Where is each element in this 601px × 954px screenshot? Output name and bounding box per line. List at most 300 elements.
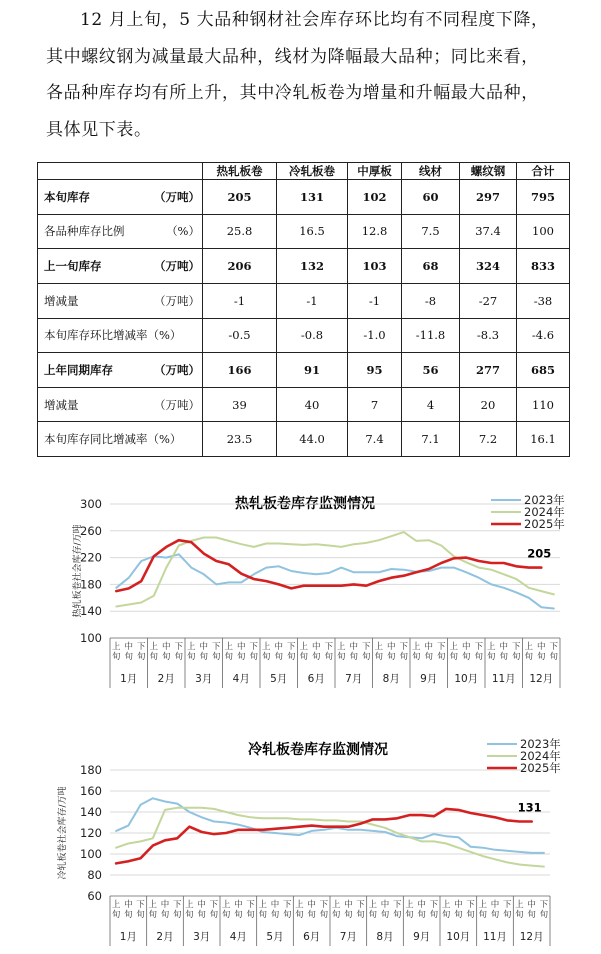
x-period-label	[224, 641, 233, 662]
x-period-char-2: 旬	[211, 652, 221, 662]
x-period-label	[287, 642, 296, 662]
x-period-label	[524, 641, 533, 662]
table-cell: 68	[402, 249, 460, 284]
table-header-cell: 线材	[402, 163, 460, 180]
table-cell: -4.6	[517, 318, 570, 353]
x-period-label	[124, 641, 133, 662]
x-period-char-2: 旬	[186, 652, 196, 662]
table-cell: 56	[402, 353, 460, 388]
x-period-char-2: 旬	[441, 910, 451, 920]
table-cell: 132	[277, 249, 348, 284]
x-period-label	[499, 641, 508, 662]
end-value-label: 131	[517, 800, 542, 815]
x-period-label	[136, 900, 145, 920]
x-period-label	[479, 899, 488, 920]
row-label: 上年同期库存	[44, 362, 113, 377]
row-label: 各品种库存比例	[44, 224, 125, 239]
x-period-char-2: 旬	[185, 910, 194, 920]
row-label-cell	[38, 353, 203, 388]
x-period-char-2: 旬	[524, 652, 534, 662]
x-period-label	[197, 899, 206, 920]
row-label-cell	[38, 180, 203, 215]
x-period-label	[234, 899, 243, 920]
y-tick-label: 180	[80, 763, 102, 777]
x-period-char-2: 旬	[261, 652, 271, 662]
x-period-label	[274, 641, 283, 662]
table-header-cell: 热轧板卷	[203, 163, 277, 180]
x-period-char-2: 旬	[124, 910, 133, 920]
x-period-char-2: 旬	[274, 652, 284, 662]
x-period-char-2: 旬	[386, 652, 396, 662]
x-period-char-1: 上	[449, 642, 459, 652]
x-period-label	[332, 899, 341, 920]
x-period-char-2: 旬	[172, 910, 182, 920]
x-period-char-1: 下	[136, 900, 145, 910]
x-period-label	[362, 642, 371, 662]
x-period-char-2: 旬	[136, 910, 145, 920]
x-period-char-2: 旬	[344, 910, 353, 920]
row-unit: （万吨）	[154, 259, 200, 274]
table-cell: -11.8	[402, 318, 460, 353]
x-period-label	[454, 899, 463, 920]
x-period-char-1: 中	[124, 642, 134, 652]
x-period-label	[462, 641, 471, 662]
hot-rolled-chart-svg	[0, 478, 601, 710]
table-cell: -8.3	[460, 318, 517, 353]
table-cell: 297	[460, 180, 517, 215]
x-period-char-1: 上	[185, 900, 194, 910]
table-row	[38, 249, 570, 284]
table-row	[38, 318, 570, 353]
x-period-label	[259, 899, 268, 920]
x-period-label	[417, 899, 426, 920]
x-period-char-2: 旬	[490, 910, 500, 920]
table-cell: -38	[517, 283, 570, 318]
table-cell: 102	[348, 180, 402, 215]
table-row	[38, 180, 570, 215]
month-label: 12月	[529, 673, 554, 685]
x-period-char-2: 旬	[380, 910, 390, 920]
x-period-char-2: 旬	[499, 652, 509, 662]
x-period-char-2: 旬	[374, 652, 384, 662]
legend-label: 2023年	[524, 493, 565, 507]
x-period-char-2: 旬	[424, 652, 434, 662]
month-label: 1月	[119, 931, 137, 943]
row-label: 增减量	[44, 397, 79, 412]
x-period-char-2: 旬	[111, 910, 121, 920]
x-period-label	[387, 641, 396, 662]
x-period-char-1: 中	[234, 900, 243, 910]
x-period-char-1: 中	[386, 642, 396, 652]
x-period-label	[149, 899, 158, 920]
x-period-char-2: 旬	[149, 652, 159, 662]
month-label: 1月	[120, 673, 138, 685]
x-period-char-2: 旬	[461, 652, 471, 662]
x-period-char-1: 上	[186, 642, 196, 652]
x-period-char-2: 旬	[356, 910, 365, 920]
x-period-char-1: 下	[174, 642, 184, 652]
y-tick-label: 80	[87, 868, 102, 882]
x-period-char-1: 上	[111, 900, 121, 910]
x-period-char-2: 旬	[324, 652, 334, 662]
x-period-char-2: 旬	[449, 652, 459, 662]
x-period-char-2: 旬	[270, 910, 280, 920]
x-period-char-2: 旬	[221, 910, 231, 920]
table-row	[38, 387, 570, 422]
table-cell: -0.8	[277, 318, 348, 353]
x-period-label	[149, 641, 158, 662]
x-period-char-1: 下	[474, 642, 484, 652]
x-period-char-2: 旬	[295, 910, 304, 920]
x-period-label	[474, 642, 483, 662]
x-period-label	[412, 641, 421, 662]
x-period-label	[271, 899, 280, 920]
x-period-char-1: 中	[536, 642, 546, 652]
table-cell: 44.0	[277, 422, 348, 457]
x-period-char-1: 中	[527, 900, 536, 910]
x-period-label	[320, 900, 329, 920]
x-period-char-1: 下	[209, 900, 219, 910]
x-period-label	[112, 641, 121, 662]
row-label-cell	[38, 283, 203, 318]
table-cell: 25.8	[203, 214, 277, 249]
x-period-char-2: 旬	[224, 652, 234, 662]
x-period-char-1: 中	[461, 642, 471, 652]
legend-label: 2024年	[524, 505, 565, 519]
x-period-char-1: 下	[319, 900, 329, 910]
table-header-cell	[38, 163, 203, 180]
table-cell: -1.0	[348, 318, 402, 353]
table-row	[38, 422, 570, 457]
x-period-label	[466, 900, 475, 920]
table-cell: 60	[402, 180, 460, 215]
x-period-char-2: 旬	[319, 910, 329, 920]
table-cell: -0.5	[203, 318, 277, 353]
month-label: 6月	[307, 673, 325, 685]
x-period-label	[312, 641, 321, 662]
table-cell: 131	[277, 180, 348, 215]
chart-title: 冷轧板卷库存监测情况	[248, 742, 388, 758]
month-label: 10月	[454, 673, 479, 685]
x-period-label	[349, 641, 358, 662]
x-period-char-1: 上	[524, 642, 534, 652]
x-period-label	[187, 641, 196, 662]
x-period-label	[393, 900, 402, 920]
x-period-char-1: 上	[295, 900, 304, 910]
x-period-char-1: 上	[149, 642, 159, 652]
x-period-label	[324, 642, 333, 662]
x-period-char-2: 旬	[258, 910, 268, 920]
x-period-label	[503, 900, 512, 920]
x-period-char-1: 下	[246, 900, 255, 910]
table-cell: 7	[348, 387, 402, 422]
table-cell: 95	[348, 353, 402, 388]
x-period-char-1: 上	[331, 900, 341, 910]
row-unit: （%）	[166, 224, 200, 239]
x-period-char-1: 下	[466, 900, 475, 910]
table-cell: 277	[460, 353, 517, 388]
table-cell: 23.5	[203, 422, 277, 457]
x-period-label	[295, 899, 304, 920]
x-period-char-1: 下	[211, 642, 221, 652]
x-period-char-2: 旬	[436, 652, 446, 662]
x-period-char-1: 上	[368, 900, 378, 910]
table-cell: 16.1	[517, 422, 570, 457]
x-period-char-1: 上	[224, 642, 234, 652]
x-period-char-2: 旬	[392, 910, 402, 920]
x-period-char-2: 旬	[502, 910, 512, 920]
row-label-cell	[38, 214, 203, 249]
table-header-row	[38, 163, 570, 180]
x-period-char-1: 中	[270, 900, 280, 910]
x-period-label	[212, 642, 221, 662]
x-period-char-1: 下	[136, 642, 146, 652]
paragraph-line-1: 12 月上旬，5 大品种钢材社会库存环比均有不同程度下降，	[80, 10, 549, 30]
x-period-char-2: 旬	[399, 652, 409, 662]
y-tick-label: 180	[80, 577, 102, 592]
x-period-char-1: 中	[199, 642, 209, 652]
x-period-char-2: 旬	[527, 910, 536, 920]
x-period-char-2: 旬	[511, 652, 521, 662]
table-cell: 16.5	[277, 214, 348, 249]
table-header-cell: 中厚板	[348, 163, 402, 180]
table-cell: 12.8	[348, 214, 402, 249]
row-label: 增减量	[44, 293, 79, 308]
chart-title: 热轧板卷库存监测情况	[235, 496, 375, 512]
x-period-char-2: 旬	[286, 652, 296, 662]
month-label: 4月	[229, 931, 247, 943]
y-tick-label: 140	[80, 805, 102, 819]
x-period-label	[210, 900, 219, 920]
x-period-label	[246, 900, 255, 920]
x-period-char-2: 旬	[311, 652, 321, 662]
table-cell: 91	[277, 353, 348, 388]
table-cell: -1	[203, 283, 277, 318]
x-period-char-2: 旬	[160, 910, 170, 920]
x-period-label	[449, 641, 458, 662]
y-axis-label: 冷轧板卷社会库存/万吨	[58, 786, 68, 880]
x-period-char-2: 旬	[209, 910, 219, 920]
month-label: 3月	[195, 673, 213, 685]
x-period-label	[399, 642, 408, 662]
x-period-label	[307, 899, 316, 920]
x-period-char-1: 中	[161, 642, 171, 652]
series-line-2024	[116, 808, 544, 867]
legend-label: 2025年	[524, 517, 565, 531]
x-period-label	[374, 641, 383, 662]
x-period-char-2: 旬	[136, 652, 146, 662]
x-period-char-1: 中	[197, 900, 206, 910]
table-cell: 39	[203, 387, 277, 422]
table-cell: 40	[277, 387, 348, 422]
x-period-char-1: 中	[454, 900, 463, 910]
table-row	[38, 283, 570, 318]
month-label: 6月	[303, 931, 321, 943]
x-period-char-2: 旬	[161, 652, 171, 662]
x-period-char-2: 旬	[429, 910, 439, 920]
table-cell: 795	[517, 180, 570, 215]
x-period-label	[540, 900, 549, 920]
x-period-char-1: 中	[424, 642, 434, 652]
x-period-char-1: 下	[286, 642, 296, 652]
y-tick-label: 120	[80, 826, 102, 840]
legend-label: 2023年	[520, 737, 561, 751]
x-period-char-2: 旬	[336, 652, 346, 662]
x-period-char-1: 下	[356, 900, 365, 910]
x-period-char-1: 中	[417, 900, 426, 910]
table-cell: 100	[517, 214, 570, 249]
x-period-label	[299, 641, 308, 662]
x-period-char-1: 中	[344, 900, 353, 910]
table-cell: -1	[348, 283, 402, 318]
month-label: 11月	[483, 931, 507, 943]
row-label-cell	[38, 249, 203, 284]
x-period-label	[124, 899, 133, 920]
month-label: 12月	[519, 931, 544, 943]
x-period-label	[430, 900, 439, 920]
x-period-char-2: 旬	[349, 652, 359, 662]
x-period-char-2: 旬	[417, 910, 426, 920]
x-period-char-1: 中	[160, 900, 170, 910]
x-period-char-2: 旬	[236, 652, 246, 662]
x-period-char-2: 旬	[536, 652, 546, 662]
table-cell: 166	[203, 353, 277, 388]
x-period-label	[437, 642, 446, 662]
month-label: 8月	[376, 931, 394, 943]
x-period-char-1: 下	[502, 900, 512, 910]
table-row	[38, 353, 570, 388]
x-period-char-2: 旬	[405, 910, 414, 920]
x-period-label	[381, 899, 390, 920]
x-period-char-1: 下	[539, 900, 549, 910]
x-period-char-1: 中	[274, 642, 284, 652]
paragraph-line-4: 具体见下表。	[46, 119, 152, 140]
x-period-label	[237, 641, 246, 662]
x-period-char-1: 下	[399, 642, 409, 652]
x-period-label	[405, 899, 414, 920]
table-cell: 20	[460, 387, 517, 422]
x-period-label	[199, 641, 208, 662]
x-period-char-2: 旬	[199, 652, 209, 662]
x-period-label	[337, 641, 346, 662]
table-cell: 685	[517, 353, 570, 388]
x-period-char-2: 旬	[454, 910, 463, 920]
table-cell: 7.2	[460, 422, 517, 457]
y-tick-label: 260	[80, 523, 102, 538]
month-label: 5月	[266, 931, 284, 943]
month-label: 9月	[420, 673, 438, 685]
y-tick-label: 160	[80, 784, 102, 798]
x-period-char-1: 上	[486, 642, 496, 652]
x-period-label	[512, 642, 521, 662]
x-period-label	[185, 899, 194, 920]
table-row	[38, 214, 570, 249]
x-period-char-1: 中	[124, 900, 133, 910]
x-period-char-1: 中	[499, 642, 509, 652]
x-period-char-2: 旬	[368, 910, 378, 920]
x-period-char-1: 下	[361, 642, 371, 652]
table-cell: -8	[402, 283, 460, 318]
x-period-char-1: 中	[490, 900, 500, 910]
x-period-char-1: 中	[311, 642, 321, 652]
end-value-label: 205	[527, 546, 552, 561]
row-label-cell	[38, 422, 203, 457]
series-line-2025	[116, 540, 541, 591]
x-period-label	[369, 899, 378, 920]
x-period-label	[424, 641, 433, 662]
table-cell: 4	[402, 387, 460, 422]
x-period-char-2: 旬	[411, 652, 421, 662]
table-cell: 7.4	[348, 422, 402, 457]
y-tick-label: 140	[80, 604, 102, 619]
x-period-char-2: 旬	[474, 652, 484, 662]
x-period-char-1: 中	[236, 642, 246, 652]
x-period-char-1: 上	[258, 900, 268, 910]
x-period-label	[487, 641, 496, 662]
table-cell: 833	[517, 249, 570, 284]
x-period-char-1: 下	[549, 642, 559, 652]
x-period-char-1: 下	[392, 900, 402, 910]
x-period-char-1: 上	[478, 900, 488, 910]
x-period-char-2: 旬	[249, 652, 259, 662]
row-label-cell	[38, 387, 203, 422]
y-tick-label: 300	[80, 497, 102, 511]
x-period-char-1: 下	[324, 642, 334, 652]
x-period-char-2: 旬	[111, 652, 121, 662]
x-period-label	[161, 899, 170, 920]
cold-rolled-chart-svg	[0, 720, 601, 954]
inventory-table	[37, 162, 570, 457]
x-period-label	[491, 899, 500, 920]
row-unit: （万吨）	[154, 362, 200, 377]
table-cell: 205	[203, 180, 277, 215]
month-label: 8月	[382, 673, 400, 685]
x-period-char-2: 旬	[299, 652, 309, 662]
month-label: 7月	[339, 931, 357, 943]
table-body	[38, 180, 570, 457]
month-label: 4月	[232, 673, 250, 685]
table-cell: 103	[348, 249, 402, 284]
x-period-char-1: 下	[429, 900, 439, 910]
x-period-label	[173, 900, 182, 920]
x-period-label	[262, 641, 271, 662]
table-header-cell: 冷轧板卷	[277, 163, 348, 180]
x-period-char-2: 旬	[197, 910, 206, 920]
x-period-char-2: 旬	[148, 910, 158, 920]
x-period-char-1: 上	[441, 900, 451, 910]
row-label-cell	[38, 318, 203, 353]
table-cell: 324	[460, 249, 517, 284]
x-period-char-1: 下	[249, 642, 259, 652]
x-period-label	[527, 899, 536, 920]
x-period-char-1: 下	[436, 642, 446, 652]
x-period-label	[249, 642, 258, 662]
y-tick-label: 100	[80, 631, 102, 645]
x-period-char-2: 旬	[124, 652, 134, 662]
x-period-char-1: 上	[148, 900, 158, 910]
x-period-char-1: 下	[172, 900, 182, 910]
table-cell: -1	[277, 283, 348, 318]
row-label: 本旬库存同比增减率（%）	[44, 432, 182, 447]
paragraph-line-2: 其中螺纹钢为减量最大品种，线材为降幅最大品种；同比来看，	[46, 46, 539, 67]
x-period-char-2: 旬	[331, 910, 341, 920]
x-period-char-1: 中	[307, 900, 316, 910]
x-period-label	[442, 899, 451, 920]
table-cell: -27	[460, 283, 517, 318]
x-period-char-1: 上	[221, 900, 231, 910]
x-period-char-1: 上	[411, 642, 421, 652]
x-period-char-1: 中	[380, 900, 390, 910]
